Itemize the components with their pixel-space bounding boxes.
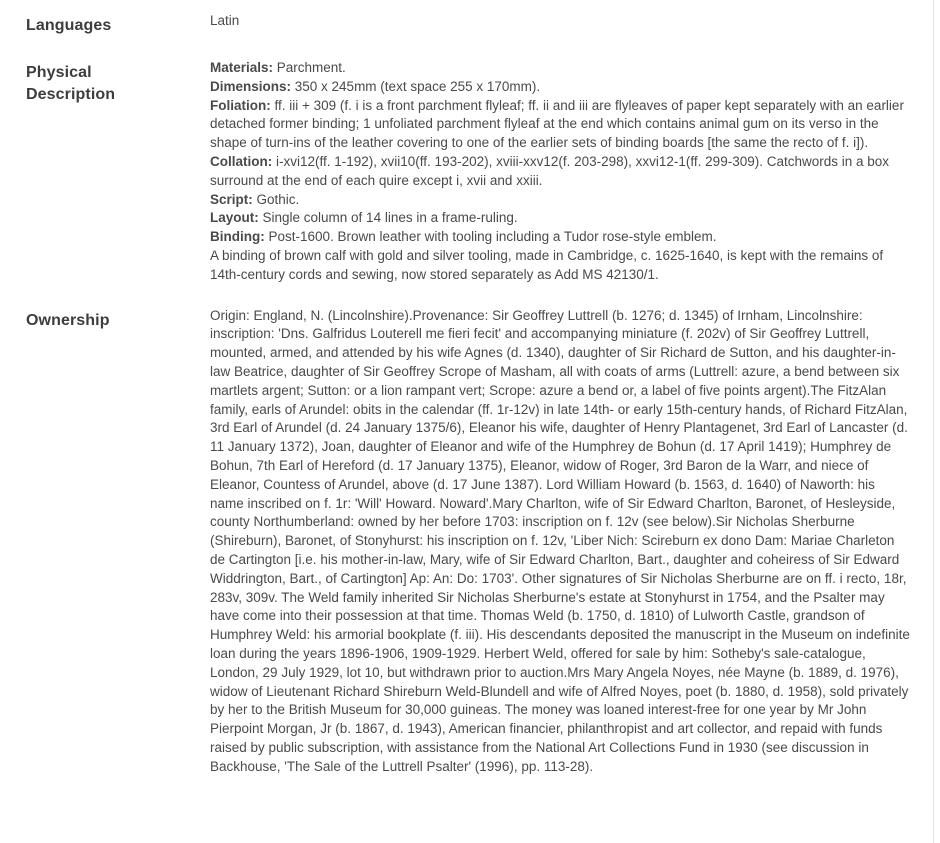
field-paragraph bbox=[210, 97, 910, 153]
field-row-ownership bbox=[26, 307, 940, 777]
inline-field-term: Foliation: bbox=[210, 97, 271, 113]
field-text: Origin: England, N. (Lincolnshire).Provenance: Sir Geoffrey Luttrell (b. 1276; d. 1345) of Irnham, Lincolnshire: inscription: 'Dns. Galfridus Louterell me fieri fecit' and accompanying miniature (f. 202v) of Sir Geoffrey Luttrell, mounted, armed, and attended by his wife Agnes (d. 1340), daughter of Sir Richard de Sutton, and his daughter-in-law Beatrice, daughter of Sir Geoffrey Scrope of Masham, all with coats of arms (Luttrell: azure, a bend between six martlets argent; Sutton: or a lion rampant vert; Scrope: azure a bend or, a label of five points argent).The FitzAlan family, earls of Arundel: obits in the calendar (ff. 1r-12v) in late 14th- or early 15th-century hands, of Richard FitzAlan, 3rd Earl of Arundel (d. 24 January 1375/6), Eleanor his wife, daughter of Henry Plantagenet, 3rd Earl of Lancaster (d. 11 January 1372), Joan, daughter of Eleanor and wife of the Humphrey de Bohun (d. 17 April 1419); Humphrey de Bohun, 7th Earl of Hereford (d. 17 January 1375), Eleanor, widow of Roger, 3rd Baron de la Warr, and niece of Eleanor, Countess of Arundel, above (d. 17 June 1387). Lord William Howard (b. 1563, d. 1640) of Naworth: his name inscribed on f. 1r: 'Will' Howard. Noward'.Mary Charlton, wife of Sir Edward Charlton, Baronet, of Hesleyside, county Northumberland: owned by her before 1703: inscription on f. 12v (see below).Sir Nicholas Sherburne (Shireburn), Baronet, of Stonyhurst: his inscription on f. 12v, 'Liber Nich: Scireburn ex dono Dam: Mariae Charleton de Cartington [i.e. his mother-in-law, Mary, wife of Sir Edward Charlton, Bart., daughter and coheiress of Sir Edward Widdrington, Bart., of Cartington] Ap: An: Do: 1703'. Other signatures of Sir Nicholas Sherburne are on ff. i recto, 18r, 283v, 309v. The Weld family inherited Sir Nicholas Sherburne's estate at Stonyhurst in 1754, and the Psalter may have come into their possession at that time. Thomas Weld (b. 1750, d. 1810) of Lulworth Castle, grandson of Humphrey Weld: his armorial bookplate (f. iii). His descendants deposited the manuscript in the Museum on indefinite loan during the years 1896-1906, 1909-1929. Herbert Weld, offered for sale by him: Sotheby's sale-catalogue, London, 29 July 1929, lot 10, but withdrawn prior to auction.Mrs Mary Angela Noyes, née Mayne (b. 1889, d. 1976), widow of Lieutenant Richard Shireburn Weld-Blundell and wife of Alfred Noyes, poet (b. 1880, d. 1958), sold privately by her to the British Museum for 30,000 guineas. The money was loaned interest-free for one year by Mr John Pierpoint Morgan, Jr (b. 1867, d. 1943), American financier, philanthropist and art collector, and repaid with funds raised by public subscription, with assistance from the National Art Collections Fund in 1930 (see discussion in Backhouse, 'The Sale of the Luttrell Psalter' (1996), pp. 113-28). bbox=[210, 307, 910, 774]
field-label-physical-description: Physical Description bbox=[26, 64, 116, 103]
field-paragraph bbox=[210, 191, 910, 210]
field-paragraph bbox=[210, 209, 910, 228]
field-text: Parchment. bbox=[273, 60, 346, 75]
field-row-languages bbox=[26, 12, 940, 37]
field-paragraph bbox=[210, 59, 910, 78]
inline-field-term: Dimensions: bbox=[210, 78, 292, 94]
inline-field-term: Layout: bbox=[210, 210, 259, 226]
field-paragraph bbox=[210, 247, 910, 285]
field-paragraph bbox=[210, 307, 910, 777]
field-paragraph bbox=[210, 153, 910, 191]
field-text: A binding of brown calf with gold and silver tooling, made in Cambridge, c. 1625-1640, is kept with the remains of 14th-century cords and sewing, now stored separately as Add MS 42130/1. bbox=[210, 247, 884, 282]
field-text: i-xvi12(ff. 1-192), xvii10(ff. 193-202), xviii-xxv12(f. 203-298), xxvi12-1(ff. 299-309). Catchwords in a box surround at the end of each quire except i, xvii and xxiii. bbox=[210, 153, 890, 188]
field-text: 350 x 245mm (text space 255 x 170mm). bbox=[291, 78, 541, 94]
field-label-languages: Languages bbox=[26, 17, 112, 34]
field-text: Gothic. bbox=[252, 191, 300, 207]
field-content-languages bbox=[210, 12, 910, 31]
field-text: Latin bbox=[210, 13, 240, 28]
field-row-physical-description bbox=[26, 59, 940, 285]
inline-field-term: Materials: bbox=[210, 60, 274, 75]
field-content-ownership bbox=[210, 307, 910, 777]
field-text: ff. iii + 309 (f. i is a front parchment flyleaf; ff. ii and iii are flyleaves of paper kept separately with an earlier detached former binding; 1 unfoliated parchment flyleaf at the end which contains animal gum on its verso in the shape of turn-ins of the leather covering to one of the earlier sets of binding boards [the same the recto of f. i]). bbox=[210, 97, 904, 151]
field-text: Post-1600. Brown leather with tooling including a Tudor rose-style emblem. bbox=[264, 229, 717, 245]
panel-right-border bbox=[933, 0, 934, 843]
field-content-physical-description bbox=[210, 59, 910, 285]
field-paragraph bbox=[210, 228, 910, 247]
field-label-ownership: Ownership bbox=[26, 311, 110, 329]
inline-field-term: Collation: bbox=[210, 153, 273, 169]
inline-field-term: Binding: bbox=[210, 229, 265, 245]
inline-field-term: Script: bbox=[210, 191, 253, 207]
field-text: Single column of 14 lines in a frame-ruling. bbox=[258, 210, 518, 226]
field-paragraph bbox=[210, 12, 910, 31]
field-paragraph bbox=[210, 78, 910, 97]
